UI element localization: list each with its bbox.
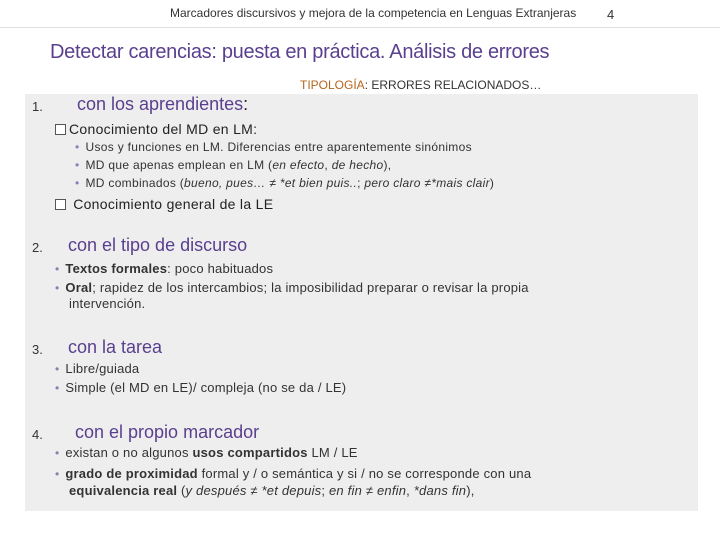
section-1-item-3-b: ; — [357, 176, 365, 190]
bullet-icon: • — [75, 158, 80, 172]
section-1-item-2-b: , — [324, 158, 332, 172]
bullet-icon: • — [55, 281, 60, 295]
square-outline-icon — [55, 124, 66, 135]
header-divider — [0, 27, 720, 28]
section-4-number: 4. — [32, 427, 43, 442]
section-3-bullet-2-text: Simple (el MD en LE)/ compleja (no se da / LE) — [65, 380, 347, 395]
section-1-item-2-i2: de hecho — [331, 158, 384, 172]
bullet-icon: • — [55, 467, 60, 481]
section-1-item-2-i1: en efecto — [272, 158, 325, 172]
section-4-bullet-2-cont — [69, 483, 475, 498]
section-1-title — [77, 94, 248, 115]
section-1-item-2 — [75, 158, 391, 172]
section-2-bullet-2 — [55, 280, 529, 295]
section-1-sub-1 — [55, 121, 257, 137]
section-4-bullet-3-b: ; — [321, 483, 329, 498]
section-3-number: 3. — [32, 342, 43, 357]
section-1-item-3-a: MD combinados ( — [85, 176, 185, 190]
section-1-item-3 — [75, 176, 494, 190]
section-3-title: con la tarea — [68, 337, 163, 357]
section-4-bullet-3-bold: equivalencia real — [69, 483, 178, 498]
section-1-sub-2-text: Conocimiento general de la LE — [69, 196, 274, 212]
section-1-title-text: con los aprendientes — [77, 94, 244, 114]
section-4-bullet-3-a: ( — [177, 483, 186, 498]
bullet-icon: • — [75, 176, 80, 190]
slide-title: Detectar carencias: puesta en práctica. Análisis de errores — [50, 41, 550, 63]
section-1-title-colon: : — [243, 94, 249, 114]
section-4-bullet-1-c: LM / LE — [307, 445, 358, 460]
bullet-icon: • — [55, 381, 60, 395]
typology-heading — [300, 78, 541, 92]
section-4-bullet-3-d: ), — [466, 483, 475, 498]
section-4-bullet-3-i2: en fin ≠ enfin — [329, 483, 407, 498]
section-4-title: con el propio marcador — [75, 422, 260, 442]
content-panel — [25, 94, 698, 511]
section-1-item-3-i2: pero claro ≠*mais clair — [364, 176, 490, 190]
section-1-item-1 — [75, 140, 472, 154]
bullet-icon: • — [75, 140, 80, 154]
section-2-bullet-2-bold: Oral — [65, 280, 93, 295]
section-4-bullet-2-bold: grado de proximidad — [65, 466, 198, 481]
square-outline-icon — [55, 199, 66, 210]
bullet-icon: • — [55, 362, 60, 376]
section-4-bullet-2-rest: formal y / o semántica y si / no se corresponde con una — [197, 466, 532, 481]
bullet-icon: • — [55, 262, 60, 276]
section-4-bullet-3-c: , — [406, 483, 414, 498]
typology-label: TIPOLOGÍA — [300, 78, 365, 92]
section-2-bullet-1 — [55, 261, 273, 276]
section-1-item-1-text: Usos y funciones en LM. Diferencias entre aparentemente sinónimos — [85, 140, 472, 154]
typology-rest: : ERRORES RELACIONADOS… — [364, 78, 542, 92]
section-2-bullet-2-rest: ; rapidez de los intercambios; la imposibilidad preparar o revisar la propia — [92, 280, 529, 295]
section-4-bullet-2 — [55, 466, 531, 481]
section-2-bullet-1-bold: Textos formales — [65, 261, 168, 276]
section-4-bullet-1 — [55, 445, 358, 460]
section-1-item-3-c: ) — [489, 176, 495, 190]
section-4-bullet-1-a: existan o no algunos — [65, 445, 193, 460]
section-3-bullet-2 — [55, 380, 346, 395]
header-title: Marcadores discursivos y mejora de la competencia en Lenguas Extranjeras — [170, 6, 577, 20]
section-2-title: con el tipo de discurso — [68, 235, 248, 255]
section-1-item-2-c: ), — [383, 158, 392, 172]
section-3-bullet-1-text: Libre/guiada — [65, 361, 140, 376]
section-1-sub-1-text: Conocimiento del MD en LM: — [69, 121, 258, 137]
section-4-bullet-1-bold: usos compartidos — [192, 445, 308, 460]
bullet-icon: • — [55, 446, 60, 460]
section-2-number: 2. — [32, 240, 43, 255]
section-2-bullet-1-rest: : poco habituados — [167, 261, 274, 276]
section-4-bullet-3-i3: *dans fin — [413, 483, 467, 498]
section-1-item-3-i1: bueno, pues… ≠ *et bien puis.. — [184, 176, 358, 190]
section-2-bullet-2-cont: intervención. — [69, 296, 146, 311]
section-1-number: 1. — [32, 99, 43, 114]
section-3-bullet-1 — [55, 361, 139, 376]
section-1-sub-2 — [55, 196, 273, 212]
section-1-item-2-a: MD que apenas emplean en LM ( — [85, 158, 273, 172]
section-4-bullet-3-i1: y después ≠ *et depuis — [185, 483, 322, 498]
page-number: 4 — [607, 7, 615, 22]
